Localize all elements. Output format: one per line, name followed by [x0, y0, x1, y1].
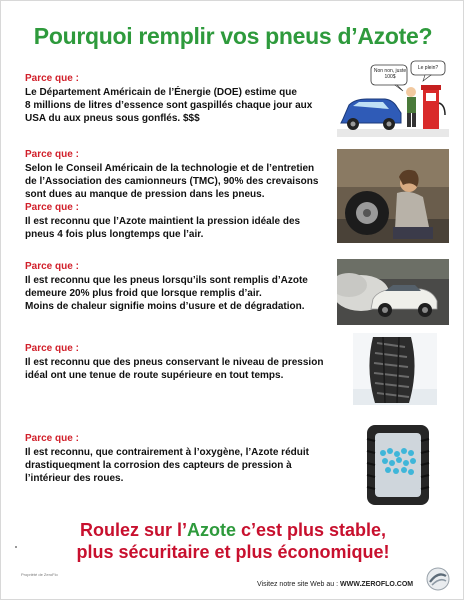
drifting-car-photo — [337, 259, 449, 325]
reason-line: Moins de chaleur signifie moins d’usure et de dégradation. — [25, 301, 305, 312]
reason-line: Il est reconnu, que contrairement à l’oxygène, l’Azote réduit — [25, 447, 309, 458]
reason-text — [25, 356, 323, 382]
reason-line: drastiqueqment la corrosion des capteurs de pression à — [25, 460, 292, 471]
reason-section-4 — [25, 261, 308, 313]
website-prefix: Visitez notre site Web au : — [257, 581, 339, 588]
reason-heading: Parce que : — [25, 73, 79, 84]
reason-section-6 — [25, 433, 309, 485]
reason-text — [25, 86, 312, 125]
reason-heading: Parce que : — [25, 202, 79, 213]
website-line — [257, 581, 413, 588]
reason-section-5 — [25, 343, 323, 382]
stray-mark — [15, 546, 17, 548]
page-title: Pourquoi remplir vos pneus d’Azote? — [33, 23, 433, 49]
reason-text — [25, 274, 308, 313]
slogan-pre: Roulez sur l’ — [79, 520, 187, 540]
reason-line: l’intérieur des roues. — [25, 473, 124, 484]
reason-line: de l’Association des camionneurs (TMC), 90% des crevaisons — [25, 176, 319, 187]
property-note: Propriété de ZeroFlo — [21, 572, 58, 577]
reason-line: Il est reconnu que des pneus conservant le niveau de pression — [25, 357, 324, 368]
reason-line: idéal ont une tenue de route supérieure en tout temps. — [25, 370, 284, 381]
reason-section-3 — [25, 202, 300, 241]
reason-line: Il est reconnu que les pneus lorsqu’ils sont remplis d’Azote — [25, 275, 308, 286]
slogan-post: c’est plus stable, — [235, 520, 387, 540]
gas-station-cartoon-image — [337, 59, 449, 137]
reason-line: sont dues au manque de pression dans les pneus. — [25, 189, 265, 200]
snow-tire-photo — [353, 333, 437, 405]
reason-text — [25, 446, 309, 485]
reason-line: 8 millions de litres d’essence sont gaspillés chaque jour aux — [25, 100, 313, 111]
reason-line: Il est reconnu que l’Azote maintient la pression idéale des — [25, 216, 301, 227]
reason-text — [25, 162, 318, 201]
speech-bubble-right: Le plein? — [417, 65, 439, 71]
reason-line: demeure 20% plus froid que lorsque remplis d’air. — [25, 288, 262, 299]
slogan-line-1 — [1, 520, 464, 541]
reason-line: pneus 4 fois plus longtemps que l’air. — [25, 229, 204, 240]
reason-text — [25, 215, 300, 241]
website-link[interactable]: WWW.ZEROFLO.COM — [340, 581, 414, 588]
zeroflo-logo-icon — [425, 567, 451, 596]
flat-tire-photo — [337, 149, 449, 243]
reason-section-1 — [25, 73, 312, 125]
reason-section-2 — [25, 149, 318, 201]
reason-heading: Parce que : — [25, 433, 79, 444]
reason-heading: Parce que : — [25, 261, 79, 272]
slogan-azote: Azote — [186, 520, 236, 540]
slogan-line-2: plus sécuritaire et plus économique! — [76, 542, 390, 562]
reason-line: USA du aux pneus sous gonflés. $$$ — [25, 113, 200, 124]
reason-line: Selon le Conseil Américain de la technologie et de l’entretien — [25, 163, 315, 174]
nitrogen-tire-illustration — [363, 419, 433, 509]
reason-heading: Parce que : — [25, 149, 79, 160]
reason-line: Le Département Américain de l’Énergie (DOE) estime que — [25, 87, 297, 98]
reason-heading: Parce que : — [25, 343, 79, 354]
speech-bubble-left: Non non, juste 100$ — [373, 68, 407, 80]
